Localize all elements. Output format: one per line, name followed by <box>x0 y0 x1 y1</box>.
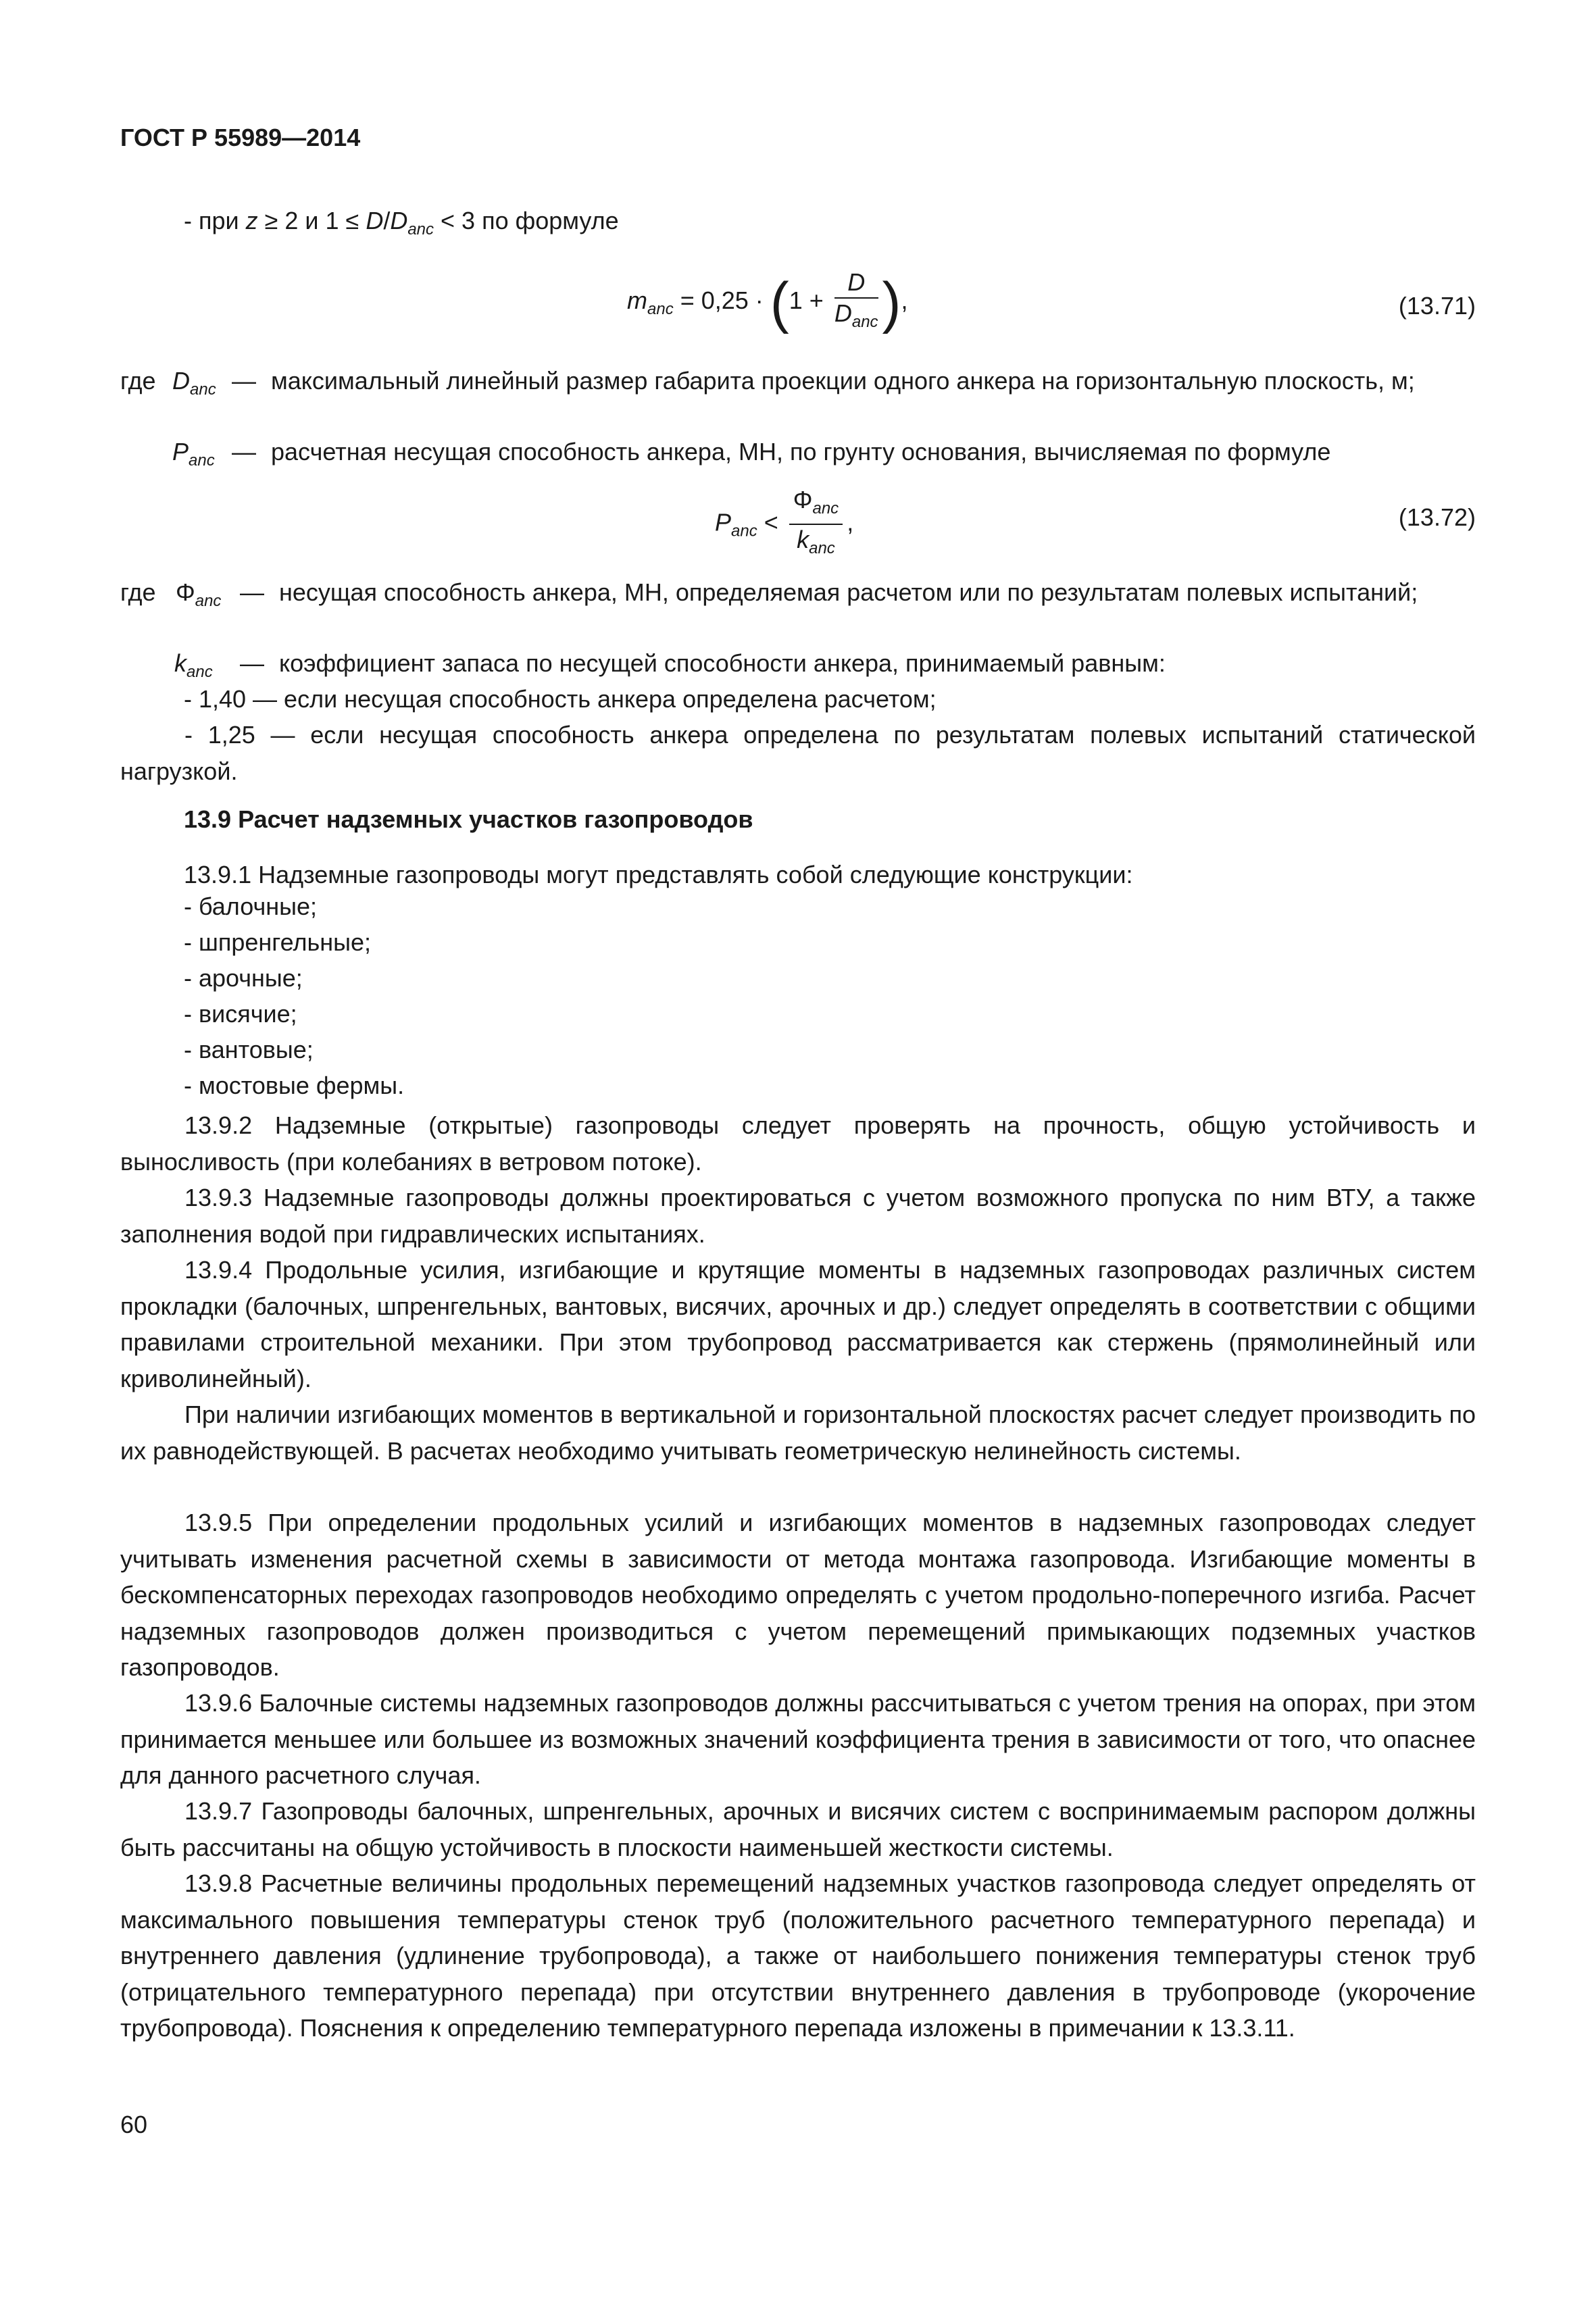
definition-phi-anc: несущая способность анкера, МН, определяемая расчетом или по результатам полевых испытаний; <box>279 578 1418 606</box>
paragraph-13-9-7: 13.9.7 Газопроводы балочных, шпренгельных, арочных и висячих систем с воспринимаемым распором должны быть рассчитаны на общую устойчивость в плоскости наименьшей жесткости системы. <box>120 1797 1476 1861</box>
list-item: - шпренгельные; <box>184 928 371 956</box>
where-label: где <box>120 367 156 395</box>
paragraph-13-9-5: 13.9.5 При определении продольных усилий и изгибающих моментов в надземных газопроводах следует учитывать изменения расчетной схемы в зависимости от метода монтажа газопровода. Изгибающие моменты в бескомпенсаторных переходах газопроводов необходимо определять с учетом продольно-поперечного изгиба. Расчет надземных газопроводов должен производиться с учетом перемещений примыкающих подземных участков газопроводов. <box>120 1509 1476 1681</box>
paragraph-13-9-6: 13.9.6 Балочные системы надземных газопроводов должны рассчитываться с учетом трения на опорах, при этом принимается меньшее или большее из возможных значений коэффициента трения в зависимости от того, что опаснее для данного расчетного случая. <box>120 1689 1476 1789</box>
fraction: $\frac{\Phi_{anc}}{k_{anc}}$ <box>789 486 843 562</box>
dash: — <box>232 438 256 466</box>
paragraph-13-9-8: 13.9.8 Расчетные величины продольных перемещений надземных участков газопровода следует определять от максимального повышения температуры стенок труб (положительного расчетного температурного перепада) и внутреннего давления (удлинение трубопровода), а также от наибольшего понижения температуры стенок труб (отрицательного температурного перепада) при отсутствии внутреннего давления в трубопроводе (укорочение трубопровода). Пояснения к определению температурного перепада изложены в примечании к 13.3.11. <box>120 1869 1476 2042</box>
where-label: где <box>120 578 156 606</box>
definition-danc: максимальный линейный размер габарита проекции одного анкера на горизонтальную плоскость, м; <box>271 367 1415 395</box>
dash: — <box>232 367 256 395</box>
paragraph-13-9-4-cont: При наличии изгибающих моментов в вертикальной и горизонтальной плоскостях расчет следует производить по их равнодействующей. В расчетах необходимо учитывать геометрическую нелинейность системы. <box>120 1401 1476 1465</box>
list-item: - висячие; <box>184 1000 297 1028</box>
formula-13-72: $P_{anc}$ < $\frac{\Phi_{anc}}{k_{anc}}$ , <box>715 486 853 562</box>
paragraph-13-9-2: 13.9.2 Надземные (открытые) газопроводы следует проверять на прочность, общую устойчивость и выносливость (при колебаниях в ветровом потоке). <box>120 1111 1476 1176</box>
definition-panc: расчетная несущая способность анкера, МН, по грунту основания, вычисляемая по формуле <box>271 438 1331 466</box>
definition-k-anc: коэффициент запаса по несущей способности анкера, принимаемый равным: <box>279 649 1166 677</box>
paragraph-13-9-1: 13.9.1 Надземные газопроводы могут представлять собой следующие конструкции: <box>184 861 1133 888</box>
fraction: $\frac{D}{D_{anc}}$ <box>834 268 878 331</box>
list-item: - вантовые; <box>184 1036 314 1063</box>
equation-number: (13.72) <box>1398 503 1476 531</box>
symbol-k-anc: $k_{anc}$ <box>174 649 213 681</box>
coefficient-item-2: - 1,25 — если несущая способность анкера определена по результатам полевых испытаний статической нагрузкой. <box>120 721 1476 785</box>
list-item: - арочные; <box>184 964 303 992</box>
dash: — <box>240 649 264 677</box>
symbol-panc: $P_{anc}$ <box>172 438 215 470</box>
coefficient-item-1: - 1,40 — если несущая способность анкера определена расчетом; <box>184 685 937 713</box>
list-item: - мостовые фермы. <box>184 1072 405 1099</box>
condition-line: - при z ≥ 2 и $1 \le D/D_{anc} < 3$ по формуле <box>184 207 619 238</box>
symbol-phi-anc: $\Phi_{anc}$ <box>176 578 222 610</box>
symbol-danc: $D_{anc}$ <box>172 367 216 399</box>
formula-13-71: $m_{anc} = 0,25 \cdot (1$ + $\frac{D}{D_{anc}}$ ), <box>627 269 908 336</box>
paragraph-13-9-4: 13.9.4 Продольные усилия, изгибающие и крутящие моменты в надземных газопроводах различных систем прокладки (балочных, шпренгельных, вантовых, висячих, арочных и др.) следует определять в соответствии с общими правилами строительной механики. При этом трубопровод рассматривается как стержень (прямолинейный или криволинейный). <box>120 1256 1476 1392</box>
equation-number: (13.71) <box>1398 292 1476 320</box>
section-title: 13.9 Расчет надземных участков газопроводов <box>184 805 753 833</box>
page-number: 60 <box>120 2111 148 2138</box>
dash: — <box>240 578 264 606</box>
list-item: - балочные; <box>184 892 317 920</box>
document-header: ГОСТ Р 55989—2014 <box>120 124 361 151</box>
paragraph-13-9-3: 13.9.3 Надземные газопроводы должны проектироваться с учетом возможного пропуска по ним ВТУ, а также заполнения водой при гидравлических испытаниях. <box>120 1184 1476 1248</box>
